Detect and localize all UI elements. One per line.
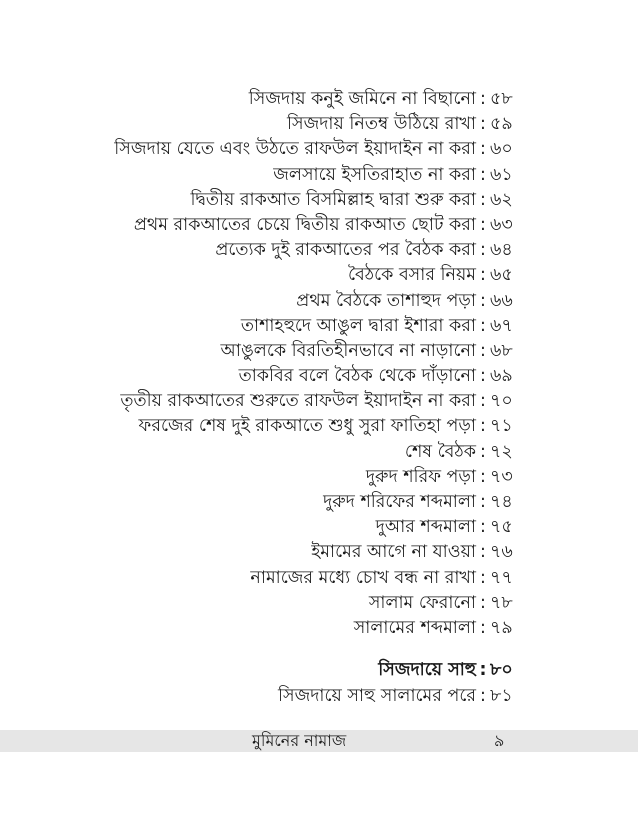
toc-separator: : bbox=[480, 466, 486, 487]
toc-entry-title: দুরুদ শরিফের শব্দমালা bbox=[323, 492, 476, 512]
toc-page-number: ৮১ bbox=[490, 686, 513, 706]
toc-entry[interactable] bbox=[60, 591, 518, 616]
toc-separator: : bbox=[479, 660, 487, 680]
toc-entry-title: প্রথম বৈঠকে তাশাহুদ পড়া bbox=[296, 290, 476, 311]
toc-entry-title: সালামের শব্দমালা bbox=[353, 617, 476, 638]
toc-entry[interactable] bbox=[60, 490, 518, 515]
toc-entry[interactable] bbox=[60, 465, 518, 490]
toc-page-number: ৬৩ bbox=[490, 214, 513, 235]
toc-page-number: ৬৫ bbox=[490, 265, 513, 286]
toc-page-number: ৭৬ bbox=[490, 542, 513, 563]
toc-page-number: ৭১ bbox=[490, 416, 513, 437]
toc-separator: : bbox=[480, 89, 486, 109]
toc-separator: : bbox=[480, 391, 486, 412]
toc-entry-title: সিজদায় যেতে এবং উঠতে রাফউল ইয়াদাইন না করা bbox=[114, 139, 476, 160]
toc-page-number: ৭৫ bbox=[490, 517, 513, 538]
toc-entry[interactable] bbox=[60, 87, 518, 112]
toc-entry[interactable] bbox=[60, 339, 518, 364]
toc-entry-title: তাকবির বলে বৈঠক থেকে দাঁড়ানো bbox=[238, 366, 476, 387]
toc-page-number: ৬৪ bbox=[490, 240, 513, 261]
toc-page-number: ৬১ bbox=[490, 164, 513, 185]
toc-entry-title: প্রথম রাকআতের চেয়ে দ্বিতীয় রাকআত ছোট করা bbox=[133, 214, 476, 235]
toc-separator: : bbox=[480, 567, 486, 588]
toc-separator: : bbox=[480, 315, 486, 336]
toc-entry-title: সালাম ফেরানো bbox=[368, 592, 476, 613]
table-of-contents bbox=[60, 87, 518, 641]
toc-page-number: ৬৬ bbox=[490, 290, 513, 311]
toc-page-number: ৭৩ bbox=[490, 466, 513, 487]
toc-separator: : bbox=[480, 492, 486, 512]
toc-entry[interactable] bbox=[60, 389, 518, 414]
toc-entry-title: নামাজের মধ্যে চোখ বন্ধ না রাখা bbox=[250, 567, 476, 588]
toc-entry[interactable] bbox=[60, 440, 518, 465]
toc-page-number: ৭৮ bbox=[490, 592, 513, 613]
toc-separator: : bbox=[480, 164, 486, 185]
toc-entry-title: আঙুলকে বিরতিহীনভাবে না নাড়ানো bbox=[220, 340, 476, 361]
toc-entry[interactable] bbox=[60, 163, 518, 188]
toc-entry[interactable] bbox=[60, 566, 518, 591]
toc-entry-title: তৃতীয় রাকআতের শুরুতে রাফউল ইয়াদাইন না করা bbox=[120, 391, 476, 412]
toc-entry-title: সিজদায় নিতম্ব উঠিয়ে রাখা bbox=[287, 114, 476, 135]
toc-entry-title: দুআর শব্দমালা bbox=[375, 517, 476, 538]
toc-page-number: ৬০ bbox=[490, 139, 513, 160]
toc-entry-title: সিজদায়ে সাহু সালামের পরে bbox=[278, 686, 476, 706]
toc-entry[interactable] bbox=[60, 112, 518, 137]
toc-entry[interactable] bbox=[60, 137, 518, 162]
toc-page-number: ৬৭ bbox=[490, 315, 513, 336]
toc-entry[interactable] bbox=[60, 683, 518, 709]
toc-separator: : bbox=[480, 686, 486, 706]
page-footer bbox=[0, 730, 638, 752]
toc-separator: : bbox=[480, 114, 486, 135]
toc-page-number: ৬৯ bbox=[490, 366, 513, 387]
page-number: ৯ bbox=[494, 731, 505, 750]
toc-separator: : bbox=[480, 366, 486, 387]
toc-entry[interactable] bbox=[60, 238, 518, 263]
toc-entry-title: জলসায়ে ইসতিরাহাত না করা bbox=[273, 164, 476, 185]
toc-entry-title: শেষ বৈঠক bbox=[404, 441, 476, 462]
toc-separator: : bbox=[480, 542, 486, 563]
toc-page-number: ৭২ bbox=[490, 441, 513, 462]
toc-entry[interactable] bbox=[60, 515, 518, 540]
toc-entry-title: সিজদায় কনুই জমিনে না বিছানো bbox=[248, 89, 476, 109]
toc-separator: : bbox=[480, 290, 486, 311]
toc-entry[interactable] bbox=[60, 616, 518, 641]
toc-section bbox=[60, 657, 518, 709]
toc-separator: : bbox=[480, 441, 486, 462]
toc-page-number: ৫৮ bbox=[490, 89, 513, 109]
toc-entry[interactable] bbox=[60, 188, 518, 213]
toc-section-title: সিজদায়ে সাহু bbox=[378, 660, 476, 680]
toc-separator: : bbox=[480, 240, 486, 261]
toc-entry[interactable] bbox=[60, 263, 518, 288]
toc-entry-title: তাশাহহুদে আঙুল দ্বারা ইশারা করা bbox=[240, 315, 476, 336]
toc-separator: : bbox=[480, 189, 486, 210]
toc-page-number: ৭৭ bbox=[490, 567, 513, 588]
toc-page-number: ৭৯ bbox=[490, 617, 513, 638]
toc-page-number: ৮০ bbox=[490, 660, 513, 680]
toc-separator: : bbox=[480, 416, 486, 437]
toc-separator: : bbox=[480, 340, 486, 361]
toc-separator: : bbox=[480, 617, 486, 638]
toc-entry-title: ইমামের আগে না যাওয়া bbox=[311, 542, 476, 563]
toc-entry[interactable] bbox=[60, 540, 518, 565]
toc-page-number: ৬৮ bbox=[490, 340, 513, 361]
toc-entry-title: প্রত্যেক দুই রাকআতের পর বৈঠক করা bbox=[215, 240, 476, 261]
toc-separator: : bbox=[480, 139, 486, 160]
toc-entry-title: দ্বিতীয় রাকআত বিসমিল্লাহ দ্বারা শুরু করা bbox=[190, 189, 476, 210]
toc-separator: : bbox=[480, 265, 486, 286]
toc-section-heading[interactable] bbox=[60, 657, 518, 683]
toc-page-number: ৫৯ bbox=[490, 114, 513, 135]
toc-entry[interactable] bbox=[60, 414, 518, 439]
toc-page-number: ৬২ bbox=[490, 189, 513, 210]
toc-entry[interactable] bbox=[60, 289, 518, 314]
toc-entry[interactable] bbox=[60, 314, 518, 339]
book-title: মুমিনের নামাজ bbox=[252, 731, 347, 750]
toc-entry[interactable] bbox=[60, 364, 518, 389]
toc-entry-title: বৈঠকে বসার নিয়ম bbox=[347, 265, 476, 286]
toc-separator: : bbox=[480, 592, 486, 613]
toc-entry-title: ফরজের শেষ দুই রাকআতে শুধু সুরা ফাতিহা পড়া bbox=[138, 416, 476, 437]
toc-page-number: ৭৪ bbox=[490, 492, 513, 512]
toc-page-number: ৭০ bbox=[490, 391, 513, 412]
toc-entry[interactable] bbox=[60, 213, 518, 238]
toc-separator: : bbox=[480, 214, 486, 235]
toc-separator: : bbox=[480, 517, 486, 538]
toc-entry-title: দুরুদ শরিফ পড়া bbox=[365, 466, 476, 487]
